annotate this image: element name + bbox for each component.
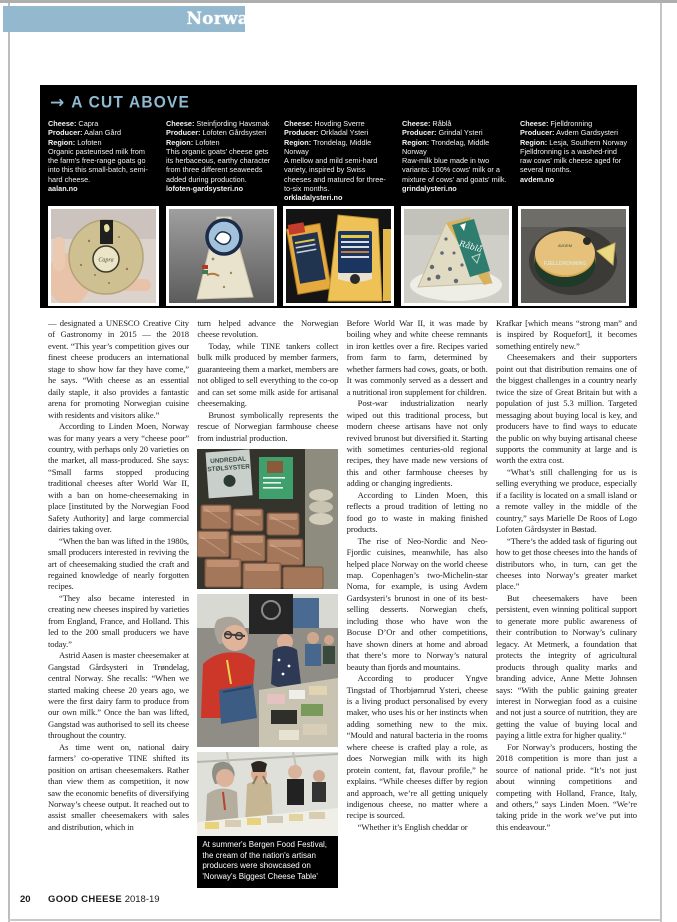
cheese-description: Raw-milk blue made in two variants: 100% cows' milk or a mixture of cows' and goats' milk. <box>402 156 507 184</box>
cheese-entry-steinfjording <box>166 119 275 203</box>
producer-label: Producer: <box>402 128 437 138</box>
body-paragraph: The rise of Neo-Nordic and Neo-Fjordic cuisines, meanwhile, has also helped place Norway on the world cheese map. Copenhagen’s two-Michelin-star Noma, for example, is using Avdem Gardsysteri’s brunost in one of its best-selling desserts. Norwegian chefs, including those who have won the Bocuse D’Or and other competitions, have shown diners at home and abroad that there’s more to Norway’s natural beauty than fjords and mountains. <box>346 535 488 672</box>
body-column-3 <box>347 318 488 888</box>
body-paragraph: According to producer Yngve Tingstad of Thorbjørnrud Ysteri, cheese is a living product personalised by every maker, who uses his or her instincts when adding something new to the mix. “Mould and natural bacteria in the rooms where cheese is crafted play a role, as does Norwegian milk with its high protein content, fat, flavour profile,” he explains. “While cheeses differ by region and approach, we’re all getting uniquely indigenous cheese, no matter where a recipe is sourced. <box>346 673 488 821</box>
cheese-website: avdem.no <box>520 174 555 184</box>
cheese-entry-capra <box>48 119 157 203</box>
cheese-website: orkladalysteri.no <box>284 193 343 203</box>
section-tab-label: Norway <box>186 9 259 29</box>
cheese-label: Cheese: <box>284 119 313 128</box>
stall-table <box>259 678 338 747</box>
brunost-sign-line1: UNDREDAL <box>210 455 247 466</box>
photo-capra <box>48 206 159 306</box>
region-label: Region: <box>166 137 194 147</box>
body-paragraph: “There’s the added task of figuring out how to get those cheeses into the hands of distributors who, in turn, can get the cheeses into Norway’s greater market place.” <box>495 535 637 592</box>
region-label: Region: <box>48 137 76 147</box>
page-edge-bottom <box>8 919 662 921</box>
cheese-label: Cheese: <box>48 119 77 128</box>
page-edge-left <box>8 3 10 922</box>
avdem-label-text: AVDEM <box>558 242 572 248</box>
producer-label: Producer: <box>166 128 201 138</box>
photo-brunost-stall <box>197 449 338 589</box>
body-paragraph: turn helped advance the Norwegian cheese revolution. <box>197 318 339 340</box>
cut-above-heading: A CUT ABOVE <box>71 93 191 112</box>
center-wedge <box>328 215 382 301</box>
body-paragraph: “What’s still challenging for us is selling everything we produce, especially if a facility is located on a small island or a remote valley in the middle of the country,” says Marielle De Roos of Logo Lofoten Gårdsyster in Bøstad. <box>495 466 637 535</box>
page-number: 20 <box>20 894 31 905</box>
producer-name: Grindal Ysteri <box>438 128 483 138</box>
grey-sign <box>206 449 253 498</box>
body-paragraph: Post-war industrialization nearly wiped out this traditional process, but modern cheese artisans have not only revived brunost but diversified it. Starting with sometimes centuries-old regional recipes, they have made new versions of this and other farmhouse cheeses by adding or changing ingredients. <box>346 398 488 489</box>
body-paragraph: But cheesemakers have been persistent, even winning political support to generate more public awareness of their contribution to Norway’s culinary legacy. At Metmerk, a foundation that protects the integrity of agricultural products through quality marks and branding advice, Anne Mette Johnsen says: “With the public gaining greater interest in Norwegian food as a cuisine and not just a source of nutrition, they are getting the value of buying local and paying a little extra for higher quality.” <box>495 592 637 741</box>
cheese-description: Fjelldronning is a washed-rind raw cows' milk cheese aged for several months. <box>520 146 622 175</box>
cheese-label: Cheese: <box>402 119 431 128</box>
arrow-right-icon: → <box>50 92 65 113</box>
region-name: Lofoten <box>77 137 102 147</box>
body-paragraph: Astrid Aasen is master cheesemaker at Gangstad Gårdsysteri in Trøndelag, central Norway. She recalls: “When we started making cheese 20 years ago, we were the first dairy farm to produce from our own milk.” Once the ban was lifted, Gangstad was authorised to sell its cheese throughout the country. <box>48 650 189 741</box>
fjelldronning-label-text: FJELLDRONNING <box>543 260 587 267</box>
body-column-1 <box>48 318 189 888</box>
producer-name: Avdem Gardsysteri <box>556 128 619 138</box>
cheese-label: Cheese: <box>520 119 549 128</box>
green-price-sign <box>259 457 293 499</box>
body-column-2 <box>197 318 338 888</box>
body-paragraph: For Norway’s producers, hosting the 2018 competition is more than just a source of national pride. “It’s not just about winning competitions and competing with Holland, France, Italy, and others,” says Linden Moen. “We’re taking pride in the work we’ve put into this endeavour.” <box>495 741 637 832</box>
cheese-name: Hovding Sverre <box>314 119 365 128</box>
cheese-entry-fjelldronning <box>520 119 629 203</box>
producer-name: Lofoten Gårdsysteri <box>202 128 267 138</box>
body-paragraph: Krafkar [which means “strong man” and is inspired by Roquefort], it becomes something entirely new.” <box>495 318 637 351</box>
region-label: Region: <box>402 137 430 147</box>
cheese-name: Capra <box>78 119 99 128</box>
right-wedge <box>383 229 391 301</box>
page-edge-right <box>660 3 662 922</box>
cheese-photo-row <box>48 206 629 306</box>
cheese-description: A mellow and mild semi-hard variety, inspired by Swiss cheeses and matured for three-to-six months. <box>284 156 386 194</box>
page-edge-top <box>0 0 677 3</box>
cheese-name: Steinfjording Havsmak <box>196 119 270 128</box>
body-paragraph: “Whether it’s English cheddar or <box>357 821 468 832</box>
producer-label: Producer: <box>48 128 83 138</box>
body-paragraph: Cheesemakers and their supporters point out that distribution remains one of the biggest challenges in a country nearly twice the size of Great Britain but with a population of just 5.3 million. Targeted messaging about buying local is key, and producers have to find ways to educate the public on why buying artisanal cheese supports the community at large and is worth the extra cost. <box>495 352 637 466</box>
body-paragraph: “They also became interested in creating new cheeses inspired by varieties from England, France, and Holland. This led to the 200 small producers we have today.” <box>48 592 189 649</box>
body-paragraph: According to Linden Moen, this reflects a proud tradition of letting no food go to waste in making finished products. <box>346 489 488 535</box>
body-paragraph: Before World War II, it was made by boiling whey and white cheese remnants in iron kettles over a fire. Recipes varied from farm to farm, determined by whether farmers had cows, goats, or both. It was commonly served as a dessert and a nutritional iron supplement for children. <box>346 318 488 397</box>
cheese-description: Organic pasteurised milk from the farm's free-range goats go into this this small-batch, semi-hard cheese. <box>48 146 148 184</box>
region-label: Region: <box>284 137 312 147</box>
capra-label-text: Capra <box>98 257 114 264</box>
cheese-website: aalan.no <box>48 184 78 194</box>
region-label: Region: <box>520 137 548 147</box>
body-paragraph: As time went on, national dairy farmers’ co-operative TINE shifted its position on artisan cheesemakers. Rather than view them as competition, it now saw the economic benefits of diversifying Norway’s cheese output. It reached out to assist smaller cheesemakers with sales and distribution, which in <box>48 741 189 832</box>
photo-fjelldronning <box>518 206 629 306</box>
cheese-website: lofoten-gardsysteri.no <box>166 184 244 194</box>
producer-name: Aalan Gård <box>84 128 122 138</box>
body-paragraph: Brunost symbolically represents the rescue of Norwegian farmhouse cheese from industrial production. <box>197 409 339 443</box>
photo-hovding-sverre <box>283 206 394 306</box>
photo-market-stall <box>197 594 338 747</box>
producer-name: Orkladal Ysteri <box>320 128 369 138</box>
footer-title: GOOD CHEESE 2018-19 <box>48 894 160 905</box>
body-paragraph: — designated a UNESCO Creative City of Gastronomy in 2015 — the 2018 event. “This year’s competition gives our finest cheese producers an international stage to show how far they have come,” he says. “With cheese as an essential daily staple, it also provides a fantastic arena for promoting Norwegian cuisine with residents and visitors alike.” <box>48 318 189 420</box>
cut-above-panel <box>40 85 637 308</box>
brunost-sign-line2: STØLSYSTER <box>207 463 251 474</box>
region-name: Trondelag, Middle Norway <box>402 137 490 156</box>
photo-rabla <box>401 206 512 306</box>
body-column-4 <box>496 318 637 888</box>
photo-caption: At summer's Bergen Food Festival, the cream of the nation's artisan producers were showcased on 'Norway's Biggest Cheese Table' <box>197 836 338 888</box>
region-name: Lofoten <box>195 137 220 147</box>
body-paragraph: According to Linden Moen, Norway was for many years a very “cheese poor” country, with perhaps only 20 varieties on the market, all mass-produced. She says: “Small farms stopped producing traditional cheeses after World War II, with a ban on home-cheesemaking in place [instituted by the Norwegian Food Safety Authority] and large commercial dairies taking over. <box>48 421 189 535</box>
section-tab-norway <box>3 6 259 32</box>
photo-steinfjording <box>166 206 277 306</box>
cheese-name: Fjelldronning <box>550 119 593 128</box>
body-paragraph: “When the ban was lifted in the 1980s, small producers interested in reviving the art of cheesemaking studied the craft and regained knowledge of nearly forgotten recipes. <box>48 535 189 592</box>
region-name: Lesja, Southern Norway <box>549 137 628 147</box>
photo-bergen-festival <box>197 752 338 836</box>
cheese-entry-hovding-sverre <box>284 119 393 203</box>
producer-label: Producer: <box>284 128 319 138</box>
cheese-website: grindalysteri.no <box>402 184 457 194</box>
rabla-label-text: Råblå <box>457 238 483 254</box>
cheese-label: Cheese: <box>166 119 195 128</box>
cheese-entries <box>48 119 629 203</box>
cheese-description: This organic goats' cheese gets its herbaceous, earthy character from three different seaweeds added during production. <box>166 146 271 184</box>
cut-above-header <box>50 94 629 112</box>
cheese-entry-rabla <box>402 119 511 203</box>
article-body <box>48 318 637 888</box>
cheese-name: Råblå <box>432 119 452 128</box>
body-paragraph: Today, while TINE tankers collect bulk milk produced by member farmers, guaranteeing them a market, members are not obliged to sell everything to the co-op and can set some milk aside for artisanal cheesemaking. <box>197 340 339 409</box>
producer-label: Producer: <box>520 128 555 138</box>
region-name: Trondelag, Middle Norway <box>284 137 372 156</box>
